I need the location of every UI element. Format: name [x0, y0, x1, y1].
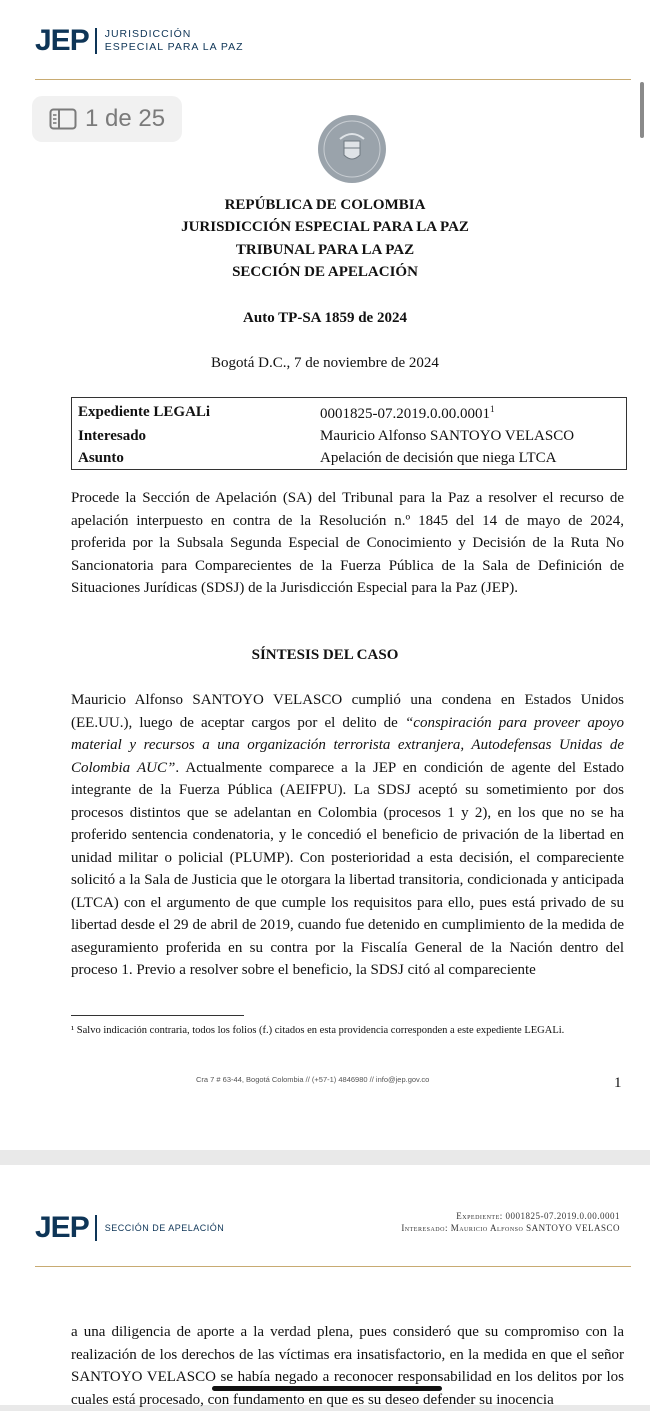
- footer-address: Cra 7 # 63-44, Bogotá Colombia // (+57-1) 4846980 // info@jep.gov.co: [196, 1075, 430, 1084]
- synthesis-text-1: Mauricio Alfonso SANTOYO VELASCO cumplió una condena en Estados Unidos (EE.UU.), luego de aceptar cargos por el delito de: [71, 692, 624, 731]
- running-header-interesado: Interesado: Mauricio Alfonso SANTOYO VELASCO: [401, 1223, 620, 1233]
- logo-section: SECCIÓN DE APELACIÓN: [104, 1222, 225, 1233]
- expediente-value: 0001825-07.2019.0.00.0001: [320, 406, 490, 422]
- jep-logo: [35, 24, 244, 58]
- row-value: [314, 398, 627, 426]
- synthesis-quote: “conspiración para proveer apoyo material y recursos a una organización terrorista extranjera, Autodefensas Unidas de Colombia AUC”: [71, 714, 624, 776]
- case-info-table: [71, 397, 627, 470]
- intro-paragraph: Procede la Sección de Apelación (SA) del Tribunal para la Paz a resolver el recurso de apelación interpuesto en contra de la Resolución n.º 1845 del 14 de mayo de 2024, proferida por la Subsala Segunda Especial de Conocimiento y Decisión de la Ruta No Sancionatoria para Comparecientes de la Fuerza Pública de la Sala de Definición de Situaciones Jurídicas (SDSJ) de la Jurisdicción Especial para la Paz (JEP).: [71, 490, 624, 596]
- synthesis-paragraph: [71, 689, 624, 982]
- title-line3: TRIBUNAL PARA LA PAZ: [235, 242, 415, 258]
- footnote-rule: [71, 1015, 244, 1016]
- page-number: 1: [614, 1075, 622, 1091]
- page2-running-header: [401, 1210, 620, 1234]
- header-rule: [35, 79, 631, 80]
- row-value: Apelación de decisión que niega LTCA: [320, 450, 557, 466]
- row-value: Mauricio Alfonso SANTOYO VELASCO: [320, 428, 575, 444]
- table-row: [72, 425, 627, 447]
- synthesis-text-2: . Actualmente comparece a la JEP en condición de agente del Estado integrante de la Fuerza Pública (AEIFPU). La SDSJ aceptó su sometimiento por dos procesos distintos que se adelantan en Colombia (procesos 1 y 2), en los que no se ha proferido sentencia condenatoria, y le concedió el beneficio de privación de la libertad en unidad militar o policial (PLUMP). Con posterioridad a esta decisión, el compareciente solicitó a la Sala de Justicia que le otorgara la libertad transitoria, condicionada y anticipada (LTCA) con el argumento de que cumple los requisitos para ello, pues está privado de su libertad desde el 29 de abril de 2019, cuando fue detenido en cumplimiento de la medida de aseguramiento proferida en su contra por la Fiscalía General de la Nación dentro del proceso 1. Previo a resolver sobre el beneficio, la SDSJ citó al compareciente: [71, 759, 624, 978]
- page-indicator[interactable]: [32, 96, 182, 142]
- table-row: [72, 398, 627, 426]
- logo-subtitle: [105, 28, 244, 54]
- footnote: ¹ Salvo indicación contraria, todos los folios (f.) citados en esta providencia corresponden a este expediente LEGALi.: [71, 1025, 565, 1036]
- page-indicator-label: 1 de 25: [85, 105, 166, 132]
- colombia-seal-icon: [318, 115, 386, 183]
- table-row: [72, 447, 627, 470]
- title-line2: JURISDICCIÓN ESPECIAL PARA LA PAZ: [181, 219, 469, 235]
- page2-paragraph: a una diligencia de aporte a la verdad plena, pues consideró que su compromiso con la realización de los derechos de las víctimas era insatisfactorio, en la medida en que el señor SANTOYO VELASCO se había negado a reconocer responsabilidad en los delitos por los cuales está procesado, con fundamento en que es su deseo defender su inocencia: [71, 1324, 624, 1408]
- row-label: Expediente LEGALi: [78, 403, 211, 420]
- running-header-expediente: Expediente: 0001825-07.2019.0.00.0001: [456, 1211, 620, 1221]
- title-line4: SECCIÓN DE APELACIÓN: [232, 264, 418, 280]
- jep-logo: [35, 1211, 224, 1245]
- logo-divider: [95, 28, 97, 54]
- logo-line1: JURISDICCIÓN: [104, 28, 192, 40]
- footnote-ref[interactable]: 1: [490, 404, 495, 414]
- logo-word: JEP: [35, 24, 89, 57]
- logo-divider: [95, 1215, 97, 1241]
- title-line1: REPÚBLICA DE COLOMBIA: [224, 197, 426, 213]
- section-heading: SÍNTESIS DEL CASO: [251, 647, 399, 663]
- place-date: Bogotá D.C., 7 de noviembre de 2024: [211, 355, 439, 371]
- sidebar-icon: [49, 108, 77, 130]
- logo-word: JEP: [35, 1211, 89, 1244]
- highlight-underline: [212, 1386, 442, 1391]
- auto-number: Auto TP-SA 1859 de 2024: [243, 310, 407, 326]
- row-label: Interesado: [78, 428, 147, 444]
- header-rule: [35, 1266, 631, 1267]
- row-label: Asunto: [78, 450, 124, 466]
- scrollbar-thumb[interactable]: [640, 82, 644, 138]
- logo-line2: ESPECIAL PARA LA PAZ: [104, 41, 244, 53]
